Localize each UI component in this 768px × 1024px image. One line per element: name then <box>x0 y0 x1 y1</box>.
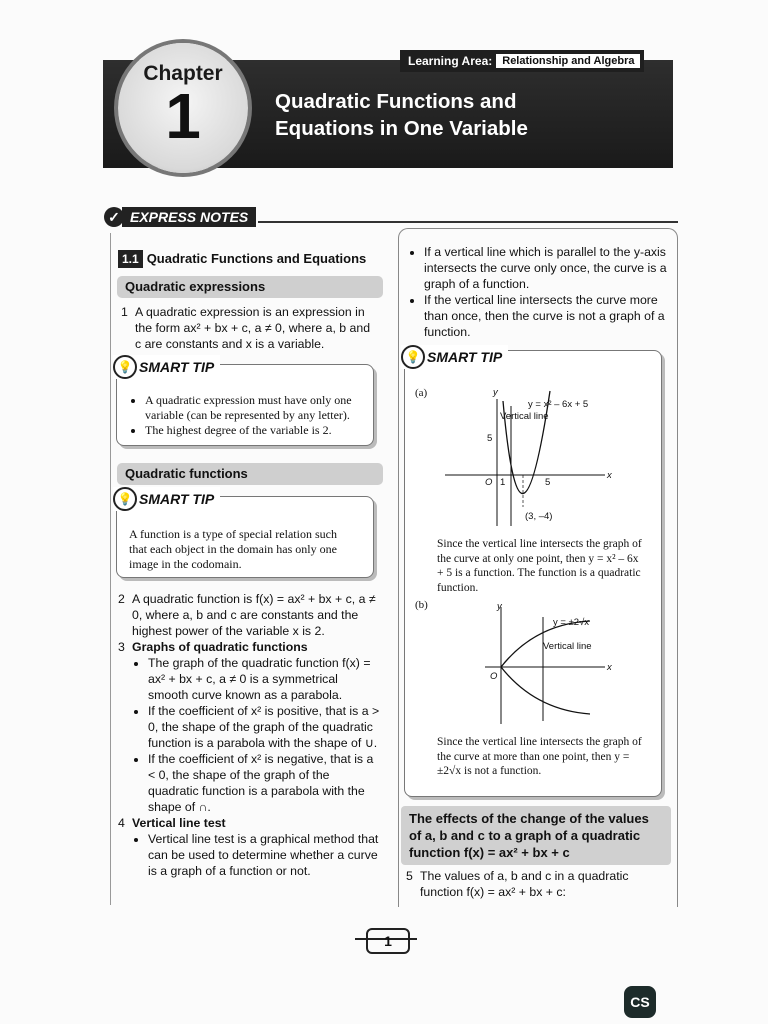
chapter-word: Chapter <box>143 62 223 85</box>
smart-tip-label: SMART TIP <box>139 359 215 375</box>
subheading-quadratic-functions: Quadratic functions <box>117 463 383 485</box>
x-axis-label: x <box>607 662 612 673</box>
y-intercept-label: 5 <box>487 433 493 444</box>
x-axis-label: x <box>607 470 612 481</box>
check-icon: ✓ <box>104 207 124 227</box>
effects-heading: The effects of the change of the values of a, b and c to a graph of a quadratic function f(x) = ax² + bx + c <box>401 806 671 865</box>
item-3-bullets <box>118 655 380 815</box>
item-1 <box>121 304 377 352</box>
origin-label: O <box>485 477 493 488</box>
lightbulb-icon: 💡 <box>401 345 425 369</box>
graph-b-label: (b) <box>415 599 428 611</box>
page-number: 1 <box>366 928 410 954</box>
origin-label: O <box>490 671 498 682</box>
section-number: 1.1 <box>118 250 143 268</box>
camscanner-badge: CS <box>624 986 656 1018</box>
y-axis-label: y <box>493 387 498 398</box>
graph-a <box>425 381 645 541</box>
item-5 <box>406 868 662 900</box>
right-bullets <box>408 244 678 340</box>
y-axis-label: y <box>497 601 502 612</box>
x-intercept-5-label: 5 <box>545 477 551 488</box>
item-number: 1 <box>121 305 128 319</box>
lightbulb-icon: 💡 <box>113 487 137 511</box>
learning-area-value: Relationship and Algebra <box>496 54 640 68</box>
item-text: A quadratic function is f(x) = ax² + bx + c, a ≠ 0, where a, b and c are constants and the highest power of the variable x is 2. <box>132 592 376 638</box>
chapter-number: 1 <box>165 80 201 152</box>
list-item: • Vertical line test is a graphical method that can be used to determine whether a curve is a graph of a function or not. <box>148 831 380 879</box>
item-text: Vertical line test <box>132 816 226 830</box>
item-number: 2 <box>118 592 125 606</box>
section-heading-block <box>118 250 380 268</box>
chapter-title-line2: Equations in One Variable <box>275 117 528 140</box>
learning-area-label: Learning Area: <box>408 54 493 68</box>
vertical-line-label: Vertical line <box>500 411 549 422</box>
chapter-title <box>275 88 655 142</box>
section-title: Quadratic Functions and Equations <box>146 251 367 266</box>
item-4 <box>118 815 380 831</box>
item-text: The values of a, b and c in a quadratic function f(x) = ax² + bx + c: <box>420 869 629 899</box>
chapter-title-line1: Quadratic Functions and <box>275 90 517 113</box>
subheading-quadratic-expressions: Quadratic expressions <box>117 276 383 298</box>
list-item: • The graph of the quadratic function f(x) = ax² + bx + c, a ≠ 0 is a symmetrical smooth curve known as a parabola. <box>148 655 380 703</box>
express-notes-label: EXPRESS NOTES <box>122 207 256 227</box>
curve-label: y = x² – 6x + 5 <box>528 399 589 410</box>
express-notes-banner <box>104 207 256 227</box>
item-number: 4 <box>118 816 125 830</box>
item-text: A quadratic expression is an expression in the form ax² + bx + c, a ≠ 0, where a, b and c are constants and x is a variable. <box>135 305 371 351</box>
learning-area-tag <box>400 50 644 72</box>
smart-tip-heading <box>401 345 508 369</box>
smart-tip-heading <box>113 355 220 379</box>
graph-a-label: (a) <box>415 387 428 399</box>
list-item: • The highest degree of the variable is 2. <box>145 423 377 438</box>
smart-tip-box-2 <box>116 491 374 578</box>
list-item: • If the coefficient of x² is negative, that is a < 0, the shape of the graph of the quadratic function is a parabola with the shape of ∩. <box>148 751 380 815</box>
smart-tip-box-1 <box>116 359 374 446</box>
list-item: • If the vertical line intersects the curve more than once, then the curve is not a graph of a function. <box>424 292 678 340</box>
smart-tip-label: SMART TIP <box>427 349 503 365</box>
smart-tip-label: SMART TIP <box>139 491 215 507</box>
left-items <box>118 591 380 879</box>
graph-b <box>425 599 645 729</box>
item-text: Graphs of quadratic functions <box>132 640 308 654</box>
smart-tip-list <box>129 393 377 438</box>
graph-a-caption: Since the vertical line intersects the graph of the curve at only one point, then y = x² – 6x + 5 is a function. The function is a quadratic function. <box>437 538 642 594</box>
minimum-point-label: (3, –4) <box>525 511 553 522</box>
vertical-line-label: Vertical line <box>543 641 592 652</box>
item-2 <box>118 591 380 639</box>
x-intercept-1-label: 1 <box>500 477 506 488</box>
item-number: 5 <box>406 869 413 883</box>
item-4-bullets <box>118 831 380 879</box>
divider-line <box>258 221 678 223</box>
smart-tip-box-3 <box>404 350 662 797</box>
section-heading <box>118 250 380 268</box>
chapter-badge <box>118 43 248 173</box>
smart-tip-text: A function is a type of special relation such that each object in the domain has only one image in the codomain. <box>129 527 337 571</box>
list-item: • If a vertical line which is parallel to the y-axis intersects the curve only once, the curve is a graph of a function. <box>424 244 678 292</box>
item-3 <box>118 639 380 655</box>
graph-b-caption: Since the vertical line intersects the graph of the curve at more than one point, then y = ±2√x is not a function. <box>437 736 642 777</box>
item-number: 3 <box>118 640 125 654</box>
lightbulb-icon: 💡 <box>113 355 137 379</box>
curve-label: y = ±2√x <box>553 617 590 628</box>
list-item: • If the coefficient of x² is positive, that is a > 0, the shape of the graph of the quadratic function is a parabola with the shape of ∪. <box>148 703 380 751</box>
list-item: • A quadratic expression must have only one variable (can be represented by any letter). <box>145 393 377 423</box>
smart-tip-heading <box>113 487 220 511</box>
